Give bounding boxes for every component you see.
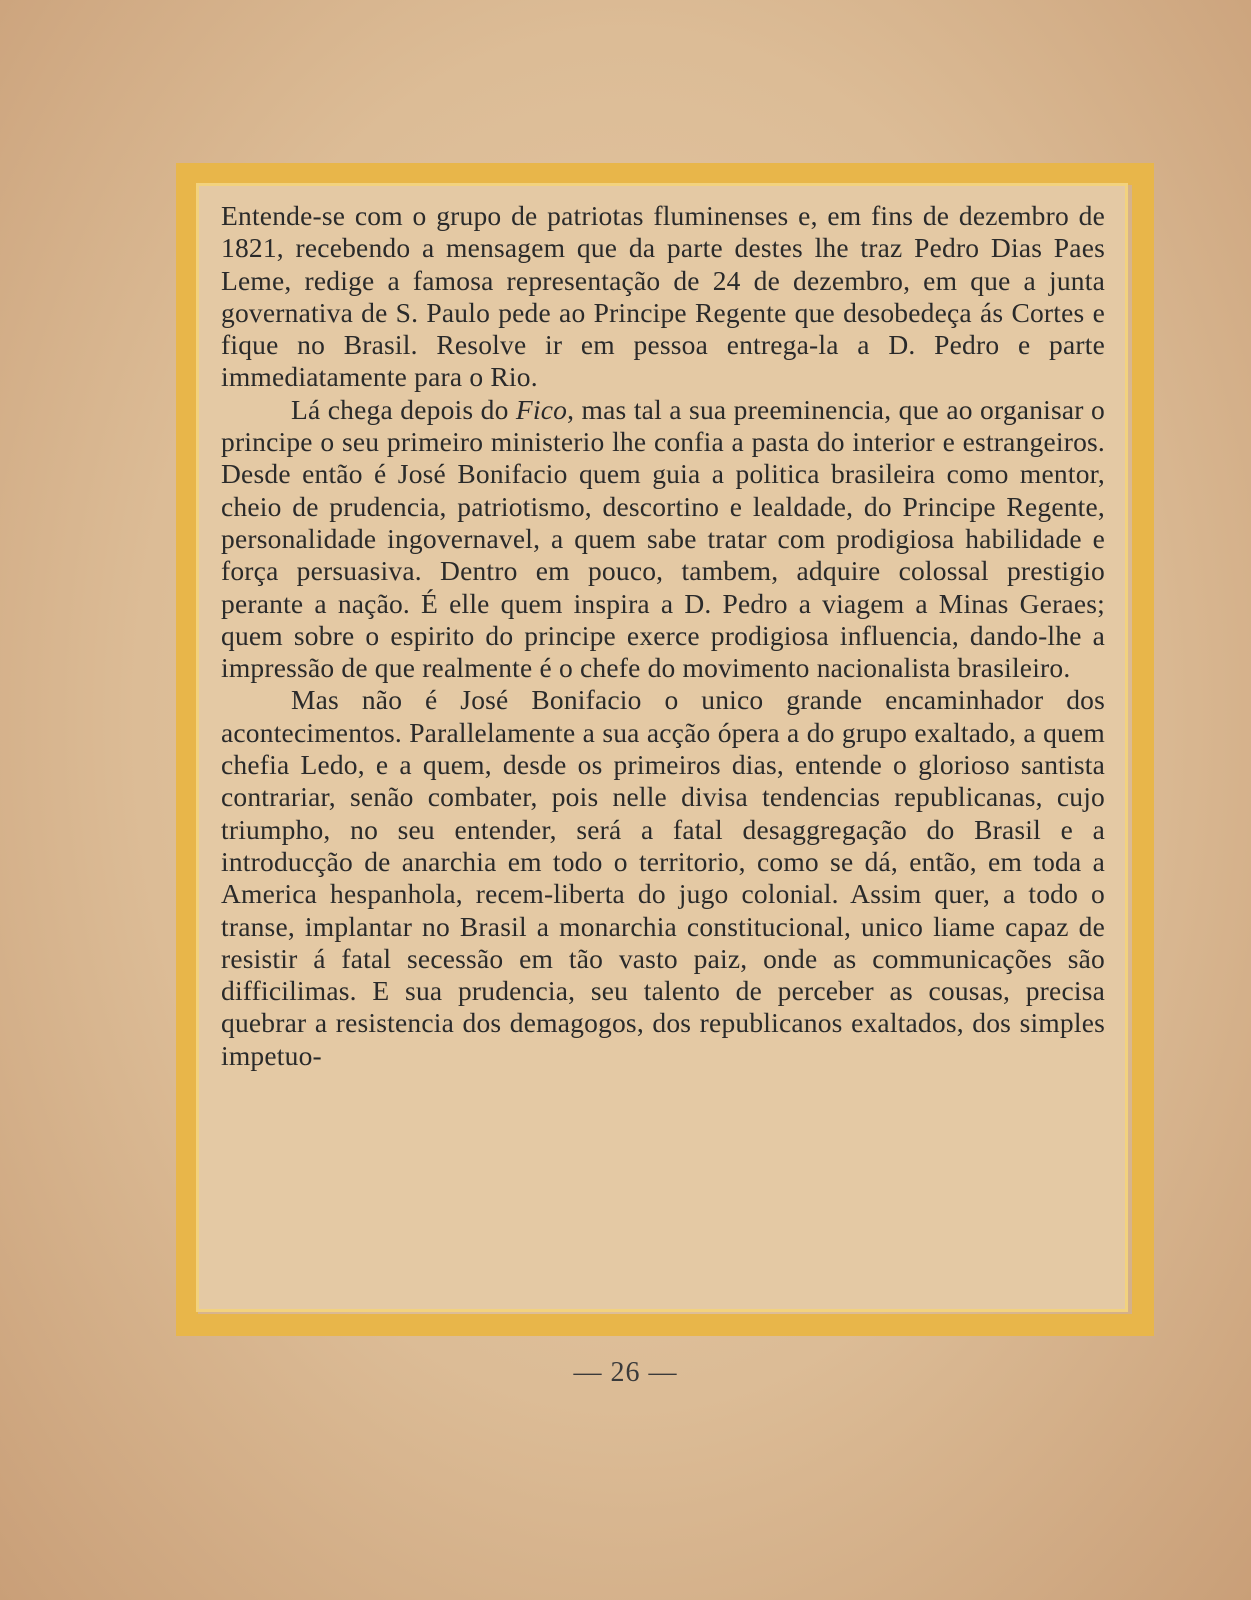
- page-number: — 26 —: [573, 1357, 678, 1388]
- paragraph-2-italic-term: Fico: [515, 393, 568, 425]
- paragraph-3: [221, 684, 1105, 1072]
- body-text: [221, 200, 1105, 1072]
- paragraph-3-text: Mas não é José Bonifacio o unico grande encaminhador dos acontecimentos. Parallelamente a sua acção ópera a do grupo exaltado, a quem chefia Ledo, e a quem, desde os primeiros dias, entende o glorioso santista contrariar, senão combater, pois nelle divisa tendencias republicanas, cujo triumpho, no seu entender, será a fatal desaggregação do Brasil e a introducção de anarchia em todo o territorio, como se dá, então, em toda a America hespanhola, recem-liberta do jugo colonial. Assim quer, a todo o transe, implantar no Brasil a monarchia constitucional, unico liame capaz de resistir á fatal secessão em tão vasto paiz, onde as communicações são difficilimas. E sua prudencia, seu talento de perceber as cousas, precisa quebrar a resistencia dos demagogos, dos republicanos exaltados, dos simples impetuo-: [221, 684, 1105, 1071]
- paragraph-2-text-rest: , mas tal a sua preeminencia, que ao organisar o principe o seu primeiro ministerio lhe confia a pasta do interior e estrangeiros. Desde então é José Bonifacio quem guia a politica brasileira como mentor, cheio de prudencia, patriotismo, descortino e lealdade, do Principe Regente, personalidade ingovernavel, a quem sabe tratar com prodigiosa habilidade e força persuasiva. Dentro em pouco, tambem, adquire colossal prestigio perante a nação. É elle quem inspira a D. Pedro a viagem a Minas Geraes; quem sobre o espirito do principe exerce prodigiosa influencia, dando-lhe a impressão de que realmente é o chefe do movimento nacionalista brasileiro.: [221, 393, 1105, 684]
- paragraph-1: [221, 200, 1105, 394]
- paragraph-2: [221, 394, 1105, 685]
- paragraph-2-text-start: Lá chega depois do: [291, 393, 516, 425]
- paragraph-1-text: Entende-se com o grupo de patriotas fluminenses e, em fins de dezembro de 1821, recebendo a mensagem que da parte destes lhe traz Pedro Dias Paes Leme, redige a famosa representação de 24 de dezembro, em que a junta governativa de S. Paulo pede ao Principe Regente que desobedeça ás Cortes e fique no Brasil. Resolve ir em pessoa entrega-la a D. Pedro e parte immediatamente para o Rio.: [221, 200, 1105, 393]
